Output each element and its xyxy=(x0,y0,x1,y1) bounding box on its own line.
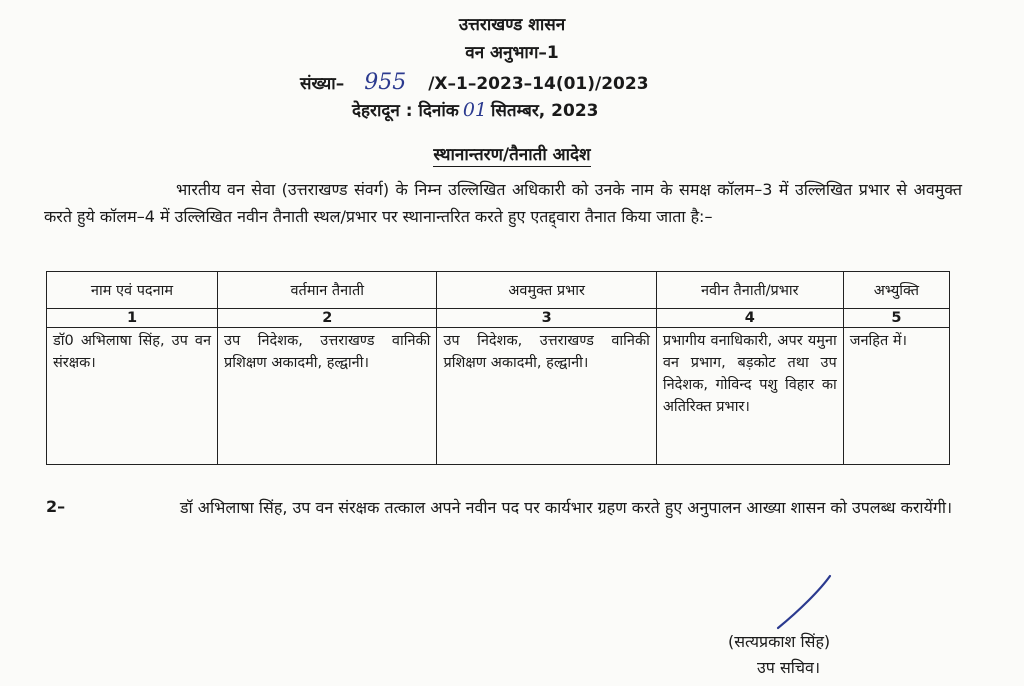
table-header-row xyxy=(47,272,950,309)
column-number: 1 xyxy=(47,309,218,328)
paragraph-2: डॉ अभिलाषा सिंह, उप वन संरक्षक तत्काल अपने नवीन पद पर कार्यभार ग्रहण करते हुए अनुपालन आख्या शासन को उपलब्ध करायेंगी। xyxy=(180,498,953,517)
order-title: स्थानान्तरण/तैनाती आदेश xyxy=(433,145,591,165)
govt-name: उत्तराखण्ड शासन xyxy=(458,15,566,35)
column-number: 4 xyxy=(656,309,843,328)
header-relieved-charge: अवमुक्त प्रभार xyxy=(437,272,656,309)
cell-relieved-charge: उप निदेशक, उत्तराखण्ड वानिकी प्रशिक्षण अकादमी, हल्द्वानी। xyxy=(437,328,656,465)
header-name: नाम एवं पदनाम xyxy=(47,272,218,309)
date-rest: सितम्बर, 2023 xyxy=(491,101,599,121)
cell-name: डॉ0 अभिलाषा सिंह, उप वन संरक्षक। xyxy=(47,328,218,465)
date-place: देहरादून : दिनांक xyxy=(352,101,459,121)
cell-remarks: जनहित में। xyxy=(843,328,949,465)
signatory-name: (सत्यप्रकाश सिंह) xyxy=(728,632,831,651)
reference-number xyxy=(300,70,649,95)
cell-new-posting: प्रभागीय वनाधिकारी, अपर यमुना वन प्रभाग, बड़कोट तथा उप निदेशक, गोविन्द पशु विहार का अतिरिक्त प्रभार। xyxy=(656,328,843,465)
column-number: 5 xyxy=(843,309,949,328)
cell-current-posting: उप निदेशक, उत्तराखण्ड वानिकी प्रशिक्षण अकादमी, हल्द्वानी। xyxy=(218,328,437,465)
ref-label: संख्या– xyxy=(300,74,345,94)
column-number: 3 xyxy=(437,309,656,328)
handwritten-number: 955 xyxy=(364,70,407,95)
posting-table xyxy=(46,271,950,465)
paragraph-2-number: 2– xyxy=(46,497,66,516)
paragraph-1: भारतीय वन सेवा (उत्तराखण्ड संवर्ग) के निम्न उल्लिखित अधिकारी को उनके नाम के समक्ष कॉलम–3 में उल्लिखित प्रभार से अवमुक्त करते हुये कॉलम–4 में उल्लिखित नवीन तैनाती स्थल/प्रभार पर स्थानान्तरित करते हुए एतद्द्वारा तैनात किया जाता है:– xyxy=(44,180,962,226)
column-number-row xyxy=(47,309,950,328)
signature-mark xyxy=(770,572,840,632)
signatory-designation: उप सचिव। xyxy=(757,658,821,677)
ref-suffix: /X–1–2023–14(01)/2023 xyxy=(428,74,649,94)
header-current-posting: वर्तमान तैनाती xyxy=(218,272,437,309)
section-name: वन अनुभाग–1 xyxy=(465,43,559,63)
date-line xyxy=(352,98,599,121)
column-number: 2 xyxy=(218,309,437,328)
table-row xyxy=(47,328,950,465)
header-new-posting: नवीन तैनाती/प्रभार xyxy=(656,272,843,309)
header-remarks: अभ्युक्ति xyxy=(843,272,949,309)
handwritten-day: 01 xyxy=(462,99,488,121)
